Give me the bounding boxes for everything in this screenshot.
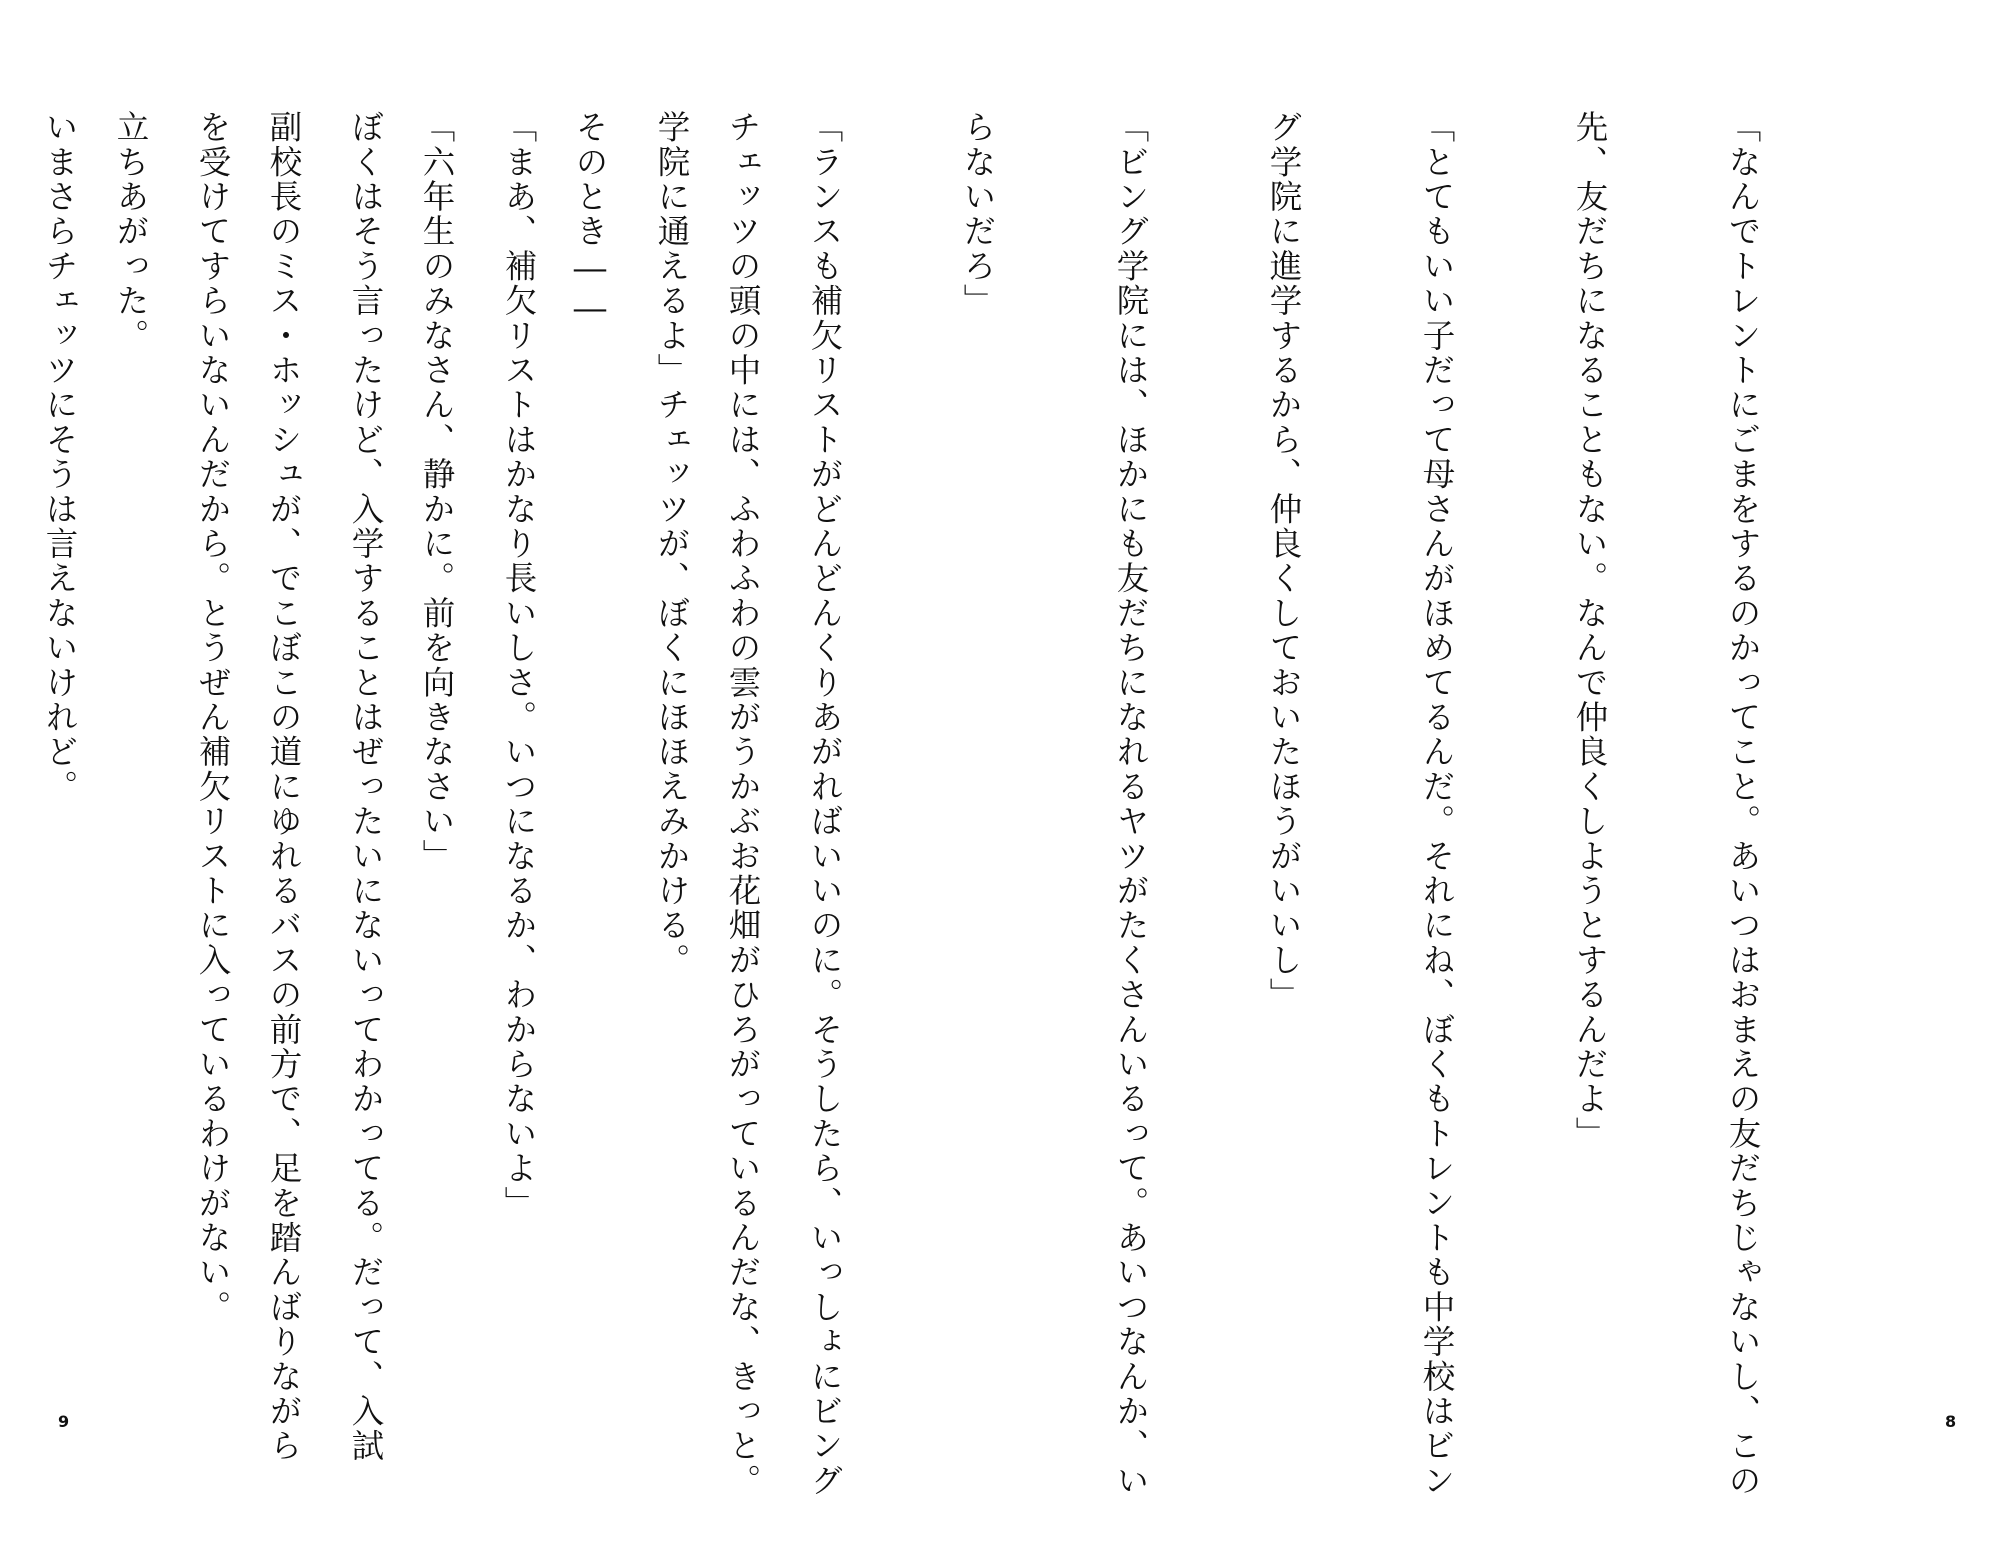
text-line: 副校長のミス・ホッシュが、でこぼこの道にゆれるバスの前方で、足を踏んばりながら	[265, 110, 303, 1464]
page-number-left: 9	[58, 1412, 70, 1431]
text-line: ぼくはそう言ったけど、入学することはぜったいにないってわかってる。だって、入試	[347, 110, 385, 1464]
text-line: を受けてすらいないんだから。とうぜん補欠リストに入っているわけがない。	[194, 110, 232, 1325]
right-page-text	[0, 110, 1870, 1567]
text-line: 「ランスも補欠リストがどんどんくりあがればいいのに。そうしたら、いっしょにビング	[806, 110, 844, 1498]
text-line: 学院に通えるよ」チェッツが、ぼくにほほえみかける。	[653, 110, 691, 978]
text-line: チェッツの頭の中には、ふわふわの雲がうかぶお花畑がひろがっているんだな、きっと。	[724, 110, 762, 1498]
text-line: 「とてもいい子だって母さんがほめてるんだ。それにね、ぼくもトレントも中学校はビン	[1418, 110, 1456, 1498]
text-line: 「ビング学院には、ほかにも友だちになれるヤツがたくさんいるって。あいつなんか、い	[1112, 110, 1150, 1498]
text-line: 立ちあがった。	[112, 110, 150, 353]
text-line: らないだろ」	[959, 110, 997, 319]
text-line: 先、友だちになることもない。なんで仲良くしようとするんだよ」	[1571, 110, 1609, 1151]
page-number-right: 8	[1945, 1412, 1957, 1431]
text-line: 「六年生のみなさん、静かに。前を向きなさい」	[418, 110, 456, 874]
text-line: 「なんでトレントにごまをするのかってこと。あいつはおまえの友だちじゃないし、この	[1724, 110, 1762, 1498]
text-line: いまさらチェッツにそうは言えないけれど。	[41, 110, 79, 804]
text-line: 「まあ、補欠リストはかなり長いしさ。いつになるか、わからないよ」	[500, 110, 538, 1221]
text-line: そのとき――	[571, 110, 609, 330]
text-line: グ学院に進学するから、仲良くしておいたほうがいいし」	[1265, 110, 1303, 1013]
